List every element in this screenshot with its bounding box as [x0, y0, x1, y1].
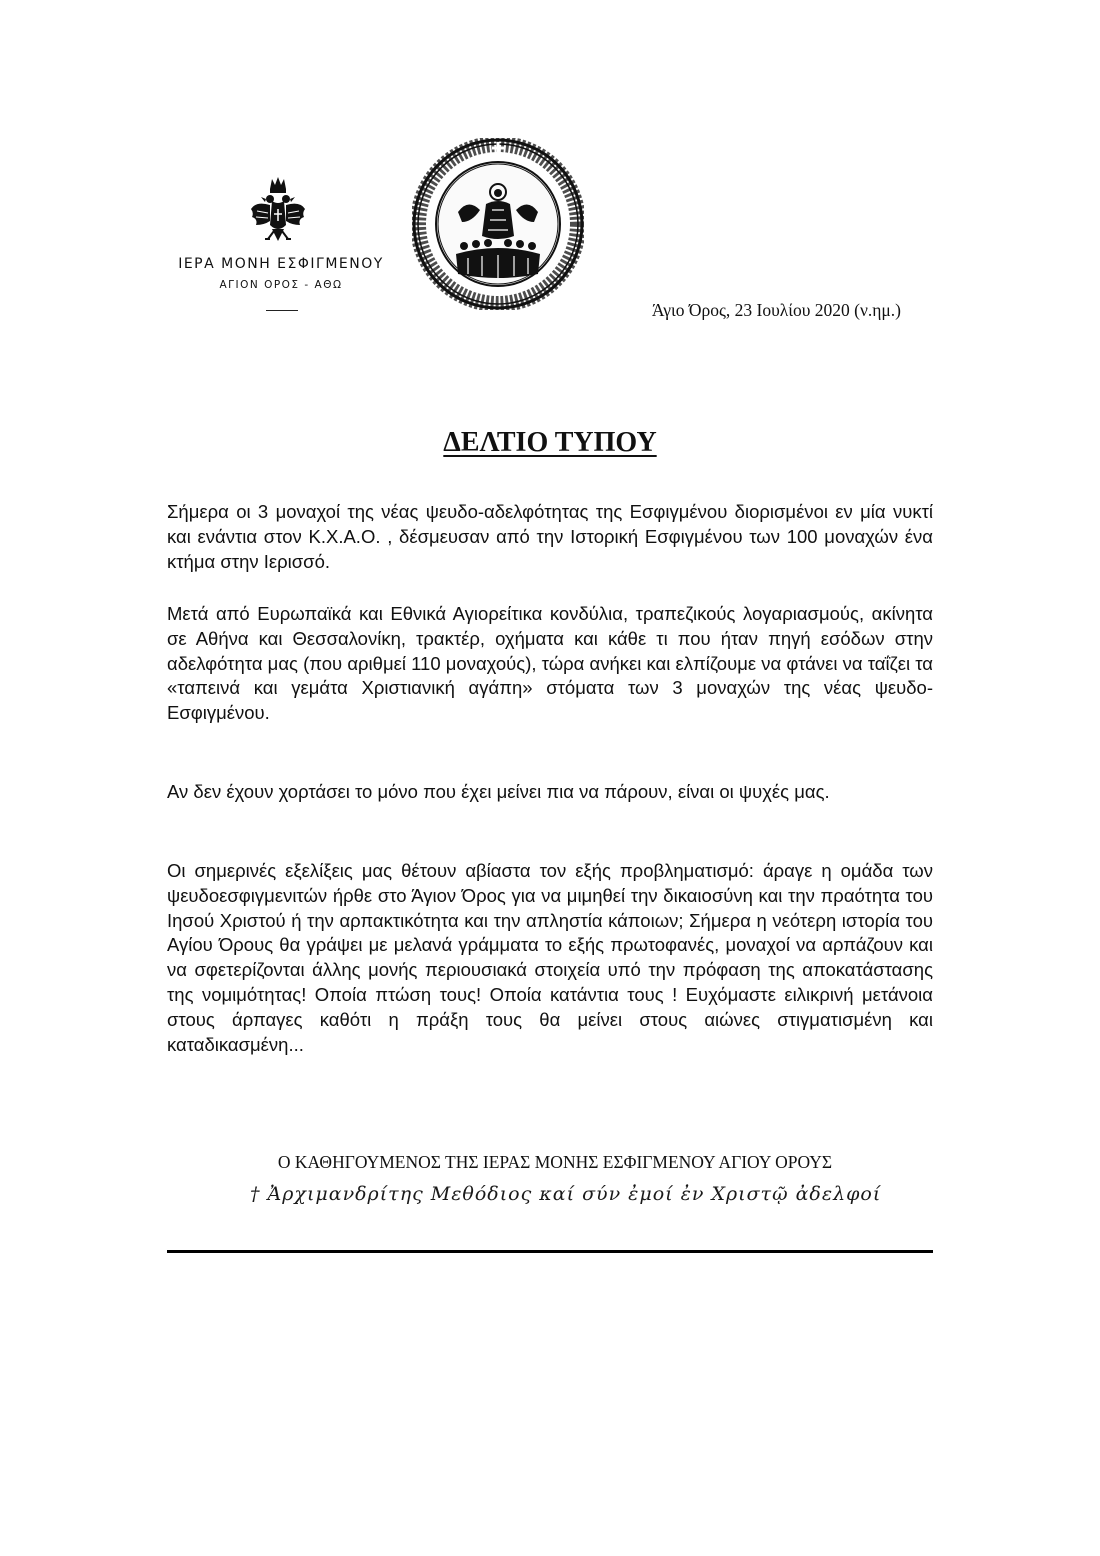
- document-title: ΔΕΛΤΙΟ ΤΥΠΟΥ: [443, 427, 657, 458]
- double-headed-eagle-icon: [248, 175, 308, 255]
- date-line: Άγιο Όρος, 23 Ιουλίου 2020 (ν.ημ.): [651, 300, 901, 320]
- body-paragraph-1: Σήμερα οι 3 μοναχοί της νέας ψευδο-αδελφότητας της Εσφιγμένου διορισμένοι εν μία νυκτί και ενάντια στον Κ.Χ.Α.Ο. , δέσμευσαν από την Ιστορική Εσφιγμένου των 100 μοναχών ένα κτήμα στην Ιερισσό.: [167, 501, 933, 572]
- body-paragraph-3: Αν δεν έχουν χορτάσει το μόνο που έχει μείνει πια να πάρουν, είναι οι ψυχές μας.: [167, 781, 830, 802]
- monastery-seal-icon: [412, 138, 584, 310]
- handwritten-signature: † Ἀρχιμανδρίτης Μεθόδιος καί σύν ἐμοί ἐν Χριστῷ ἀδελφοί: [250, 1183, 882, 1205]
- body-paragraph-2: Μετά από Ευρωπαϊκά και Εθνικά Αγιορείτικα κονδύλια, τραπεζικούς λογαριασμούς, ακίνητα σε Αθήνα και Θεσσαλονίκη, τρακτέρ, οχήματα και κάθε τι που ήταν πηγή εσόδων στην αδελφότητα μας (που αριθμεί 110 μοναχούς), τώρα ανήκει και ελπίζουμε να φτάνει να ταΐζει τα «ταπεινά και γεμάτα Χριστιανική αγάπη» στόματα των 3 μοναχών της νέας ψευδο-Εσφιγμένου.: [167, 603, 933, 724]
- signatory-title: Ο ΚΑΘΗΓΟΥΜΕΝΟΣ ΤΗΣ ΙΕΡΑΣ ΜΟΝΗΣ ΕΣΦΙΓΜΕΝΟΥ ΑΓΙΟΥ ΟΡΟΥΣ: [277, 1152, 833, 1172]
- monastery-name: ΙΕΡΑ ΜΟΝΗ ΕΣΦΙΓΜΕΝΟΥ: [178, 256, 384, 272]
- letterhead-divider: [266, 310, 298, 311]
- signature-rule: [167, 1250, 933, 1253]
- body-paragraph-4: Οι σημερινές εξελίξεις μας θέτουν αβίαστα τον εξής προβληματισμό: άραγε η ομάδα των ψευδοεσφιγμενιτών ήρθε στο Άγιον Όρος για να μιμηθεί την δικαιοσύνη και την πραότητα του Ιησού Χριστού ή την αρπακτικότητα και την απληστία κάποιων; Σήμερα η νεότερη ιστορία του Αγίου Όρους θα γράψει με μελανά γράμματα το εξής πρωτοφανές, μοναχοί να αρπάζουν και να σφετερίζονται άλλης μονής περιουσιακά στοιχεία υπό την πρόφαση της αποκατάστασης της νομιμότητας! Οποία πτώση τους! Οποία κατάντια τους ! Ευχόμαστε ειλικρινή μετάνοια στους άρπαγες καθότι η πράξη τους θα μείνει στους αιώνες στιγματισμένη και καταδικασμένη...: [167, 860, 933, 1055]
- monastery-place: ΑΓΙΟΝ ΟΡΟΣ - ΑΘΩ: [219, 279, 343, 291]
